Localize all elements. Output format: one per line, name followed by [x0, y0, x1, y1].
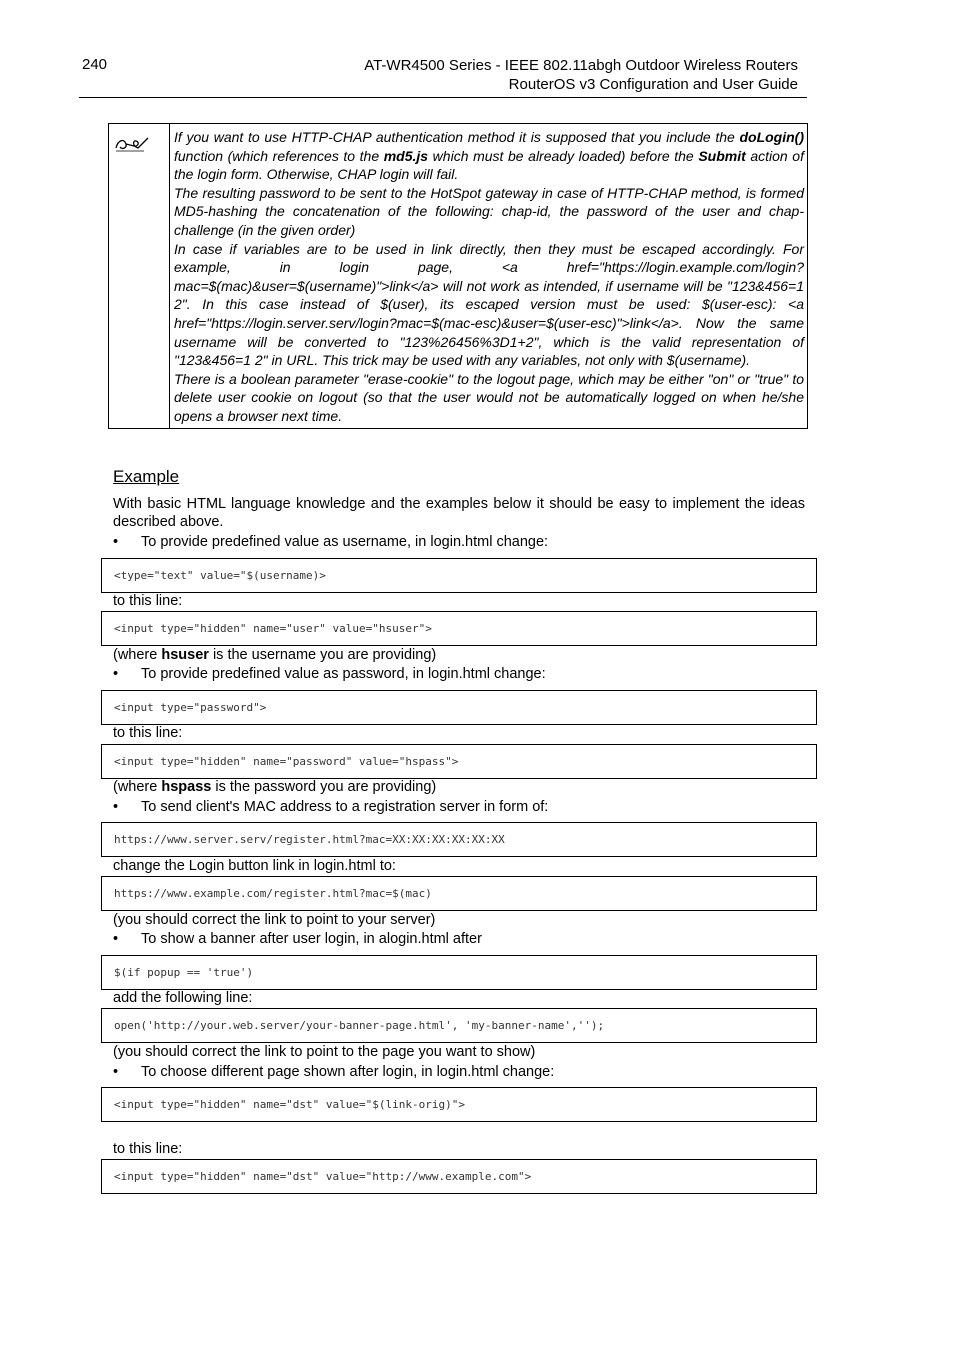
bullet-text: To show a banner after user login, in alogin.html after [141, 931, 482, 947]
add-line-text: add the following line: [113, 990, 253, 1006]
dologin-term: doLogin() [739, 129, 804, 145]
header-title-line2: RouterOS v3 Configuration and User Guide [508, 76, 798, 93]
header-title-line1: AT-WR4500 Series - IEEE 802.11abgh Outdoor Wireless Routers [364, 57, 798, 74]
text-span: (where [113, 647, 162, 663]
bullet-item [113, 798, 548, 816]
code-block: https://www.server.serv/register.html?mac=XX:XX:XX:XX:XX:XX [101, 822, 817, 857]
code-block: $(if popup == 'true') [101, 955, 817, 990]
bullet-text: To send client's MAC address to a registration server in form of: [141, 799, 549, 815]
bullet-item [113, 1063, 554, 1081]
to-this-line: to this line: [113, 1141, 183, 1157]
intro-paragraph: With basic HTML language knowledge and the examples below it should be easy to implement the ideas described above. [113, 496, 805, 530]
note-text-span: action of the login form. Otherwise, CHAP login will fail. [174, 147, 804, 183]
note-paragraph: The resulting password to be sent to the HotSpot gateway in case of HTTP-CHAP method, is formed MD5-hashing the concatenation of the following: chap-id, the password of the user and chap-challenge (in the given order) [174, 184, 804, 238]
correct-link-note: (you should correct the link to point to your server) [113, 912, 436, 928]
code-block: <input type="hidden" name="user" value="hsuser"> [101, 611, 817, 646]
note-icon-cell [109, 124, 170, 428]
to-this-line: to this line: [113, 593, 183, 609]
code-block: <input type="hidden" name="dst" value="$(link-orig)"> [101, 1087, 817, 1122]
md5-term: md5.js [383, 147, 429, 164]
header-rule [79, 97, 807, 98]
note-text-span: If you want to use HTTP-CHAP authentication method it is supposed that you include the [174, 129, 740, 145]
hspass-term: hspass [161, 779, 212, 795]
code-block: <type="text" value="$(username)> [101, 558, 817, 593]
bullet-symbol: • [113, 931, 119, 947]
code-block: <input type="hidden" name="dst" value="http://www.example.com"> [101, 1159, 817, 1194]
note-text [170, 124, 807, 428]
to-this-line: to this line: [113, 725, 183, 741]
bullet-symbol: • [113, 1064, 119, 1080]
code-block: open('http://your.web.server/your-banner-page.html', 'my-banner-name',''); [101, 1008, 817, 1043]
code-block: <input type="password"> [101, 690, 817, 725]
change-line-text: change the Login button link in login.html to: [113, 858, 396, 874]
page-number: 240 [82, 56, 108, 73]
hsuser-term: hsuser [161, 647, 209, 663]
bullet-symbol: • [113, 534, 119, 550]
bullet-item [113, 665, 546, 683]
note-box [108, 123, 808, 429]
text-span: is the password you are providing) [211, 779, 437, 795]
bullet-item [113, 930, 482, 948]
text-span: is the username you are providing) [208, 647, 437, 663]
bullet-symbol: • [113, 666, 119, 682]
correct-link-note: (you should correct the link to point to the page you want to show) [113, 1044, 536, 1060]
bullet-text: To provide predefined value as password, in login.html change: [141, 666, 546, 682]
note-paragraph: There is a boolean parameter "erase-cookie" to the logout page, which may be either "on" or "true" to delete user cookie on logout (so that the user would not be automatically logged on when he/she opens a browser next time. [174, 370, 804, 424]
note-pen-icon [114, 134, 150, 154]
submit-term: Submit [698, 147, 746, 164]
running-header [364, 56, 798, 94]
bullet-item [113, 533, 548, 551]
where-note [113, 778, 436, 796]
section-heading: Example [113, 467, 180, 486]
bullet-symbol: • [113, 799, 119, 815]
bullet-text: To provide predefined value as username, in login.html change: [141, 534, 549, 550]
where-note [113, 646, 436, 664]
note-text-span: function (which references to the [174, 147, 384, 164]
text-span: (where [113, 779, 162, 795]
bullet-text: To choose different page shown after login, in login.html change: [141, 1064, 555, 1080]
note-text-span: which must be already loaded) before the [428, 147, 699, 164]
note-paragraph [174, 128, 804, 184]
code-block: <input type="hidden" name="password" value="hspass"> [101, 744, 817, 779]
note-paragraph: In case if variables are to be used in link directly, then they must be escaped accordingly. For example, in login page, <a href="https://login.example.com/login?mac=$(mac)&user=$(username)">link</a> will not work as intended, if username will be "123&456=1 2". In this case instead of $(user), its escaped version must be used: $(user-esc): <a href="https://login.server.serv/login?mac=$(mac-esc)&user=$(user-esc)">link</a>. Now the same username will be converted to "123%26456%3D1+2", which is the valid representation of "123&456=1 2" in URL. This trick may be used with any variables, not only with $(username). [174, 240, 804, 369]
code-block: https://www.example.com/register.html?mac=$(mac) [101, 876, 817, 911]
